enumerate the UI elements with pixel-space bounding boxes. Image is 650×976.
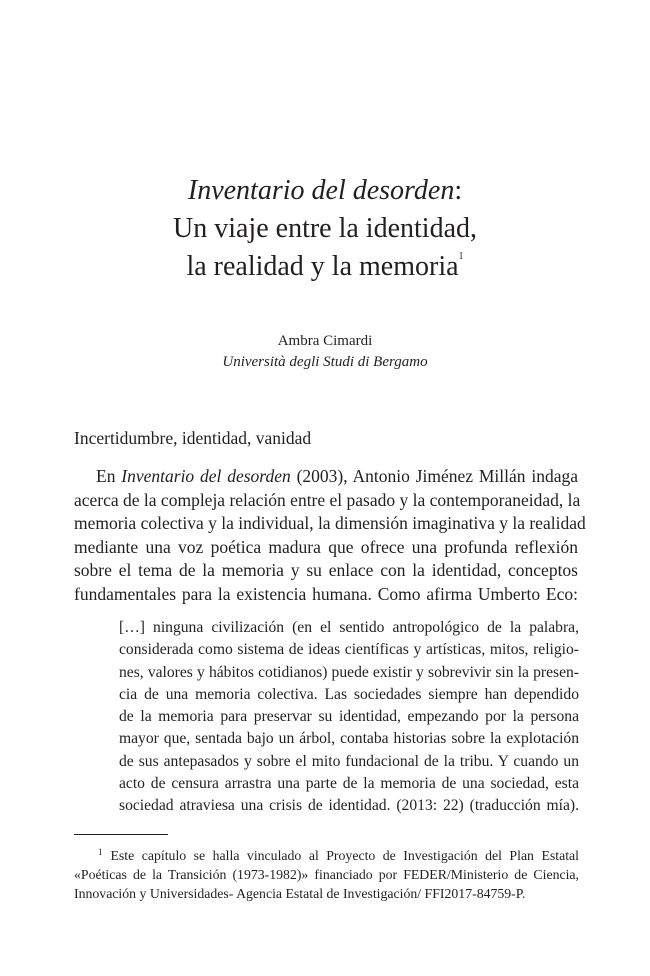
work-title-italic: Inventario del desorden	[121, 466, 291, 486]
paragraph-line: fundamentales para la existencia humana. Como afirma Umberto Eco:	[74, 583, 578, 604]
quote-line: acto de censura arrastra una parte de la memoria de una sociedad, esta	[119, 775, 579, 793]
paragraph-line	[74, 465, 578, 489]
author-affiliation: Università degli Studi di Bergamo	[222, 354, 428, 370]
quote-line: cia de una memoria colectiva. Las sociedades siempre han dependido	[119, 685, 579, 703]
footnote	[74, 846, 579, 903]
quote-line: nes, valores y hábitos cotidianos) puede existir y sobrevivir sin la presen-	[119, 663, 579, 681]
title-line-2: Un viaje entre la identidad,	[173, 213, 477, 244]
quote-line: […] ninguna civilización (en el sentido antropológico de la palabra,	[119, 619, 579, 636]
paragraph-line: sobre el tema de la memoria y su enlace con la identidad, conceptos	[74, 560, 578, 580]
paragraph-line: acerca de la compleja relación entre el pasado y la contemporaneidad, la	[74, 489, 581, 510]
quote-line: considerada como sistema de ideas científicas y artísticas, mitos, religio-	[119, 641, 579, 659]
quote-line: de la memoria para preservar su identidad, empezando por la persona	[119, 708, 579, 726]
author-name: Ambra Cimardi	[277, 333, 373, 349]
paragraph-line: mediante una voz poética madura que ofrece una profunda reflexión	[74, 536, 578, 557]
title-italic-work: Inventario del desorden	[187, 175, 455, 206]
quote-line: de sus antepasados y sobre el mito fundacional de la tribu. Y cuando un	[119, 752, 579, 770]
title-line-3	[0, 248, 650, 286]
paragraph-line-1-pre: En	[96, 466, 122, 486]
title-line-1	[0, 172, 650, 210]
paragraph-line: memoria colectiva y la individual, la dimensión imaginativa y la realidad	[74, 513, 586, 533]
title-footnote-marker[interactable]: 1	[458, 251, 464, 262]
chapter-title	[0, 172, 650, 286]
title-colon: :	[454, 175, 463, 206]
footnote-line-1-text: Este capítulo se halla vinculado al Proyecto de Investigación del Plan Estatal	[110, 848, 579, 863]
quote-line: mayor que, sentada bajo un árbol, contaba historias sobre la explotación	[119, 730, 579, 748]
section-heading: Incertidumbre, identidad, vanidad	[74, 428, 312, 448]
footnote-line: Innovación y Universidades- Agencia Estatal de Investigación/ FFI2017-84759-P.	[74, 886, 526, 901]
footnote-marker: 1	[98, 847, 103, 857]
footnote-separator	[74, 834, 168, 835]
block-quote	[119, 617, 579, 818]
footnote-line	[74, 846, 579, 865]
paragraph-line-1-post: (2003), Antonio Jiménez Millán indaga	[290, 466, 578, 486]
body-paragraph	[74, 465, 586, 606]
quote-line: sociedad atraviesa una crisis de identidad. (2013: 22) (traducción mía).	[119, 797, 579, 815]
title-line-3-text: la realidad y la memoria	[186, 251, 459, 282]
footnote-line: «Poéticas de la Transición (1973-1982)» financiado por FEDER/Ministerio de Ciencia,	[74, 867, 579, 882]
